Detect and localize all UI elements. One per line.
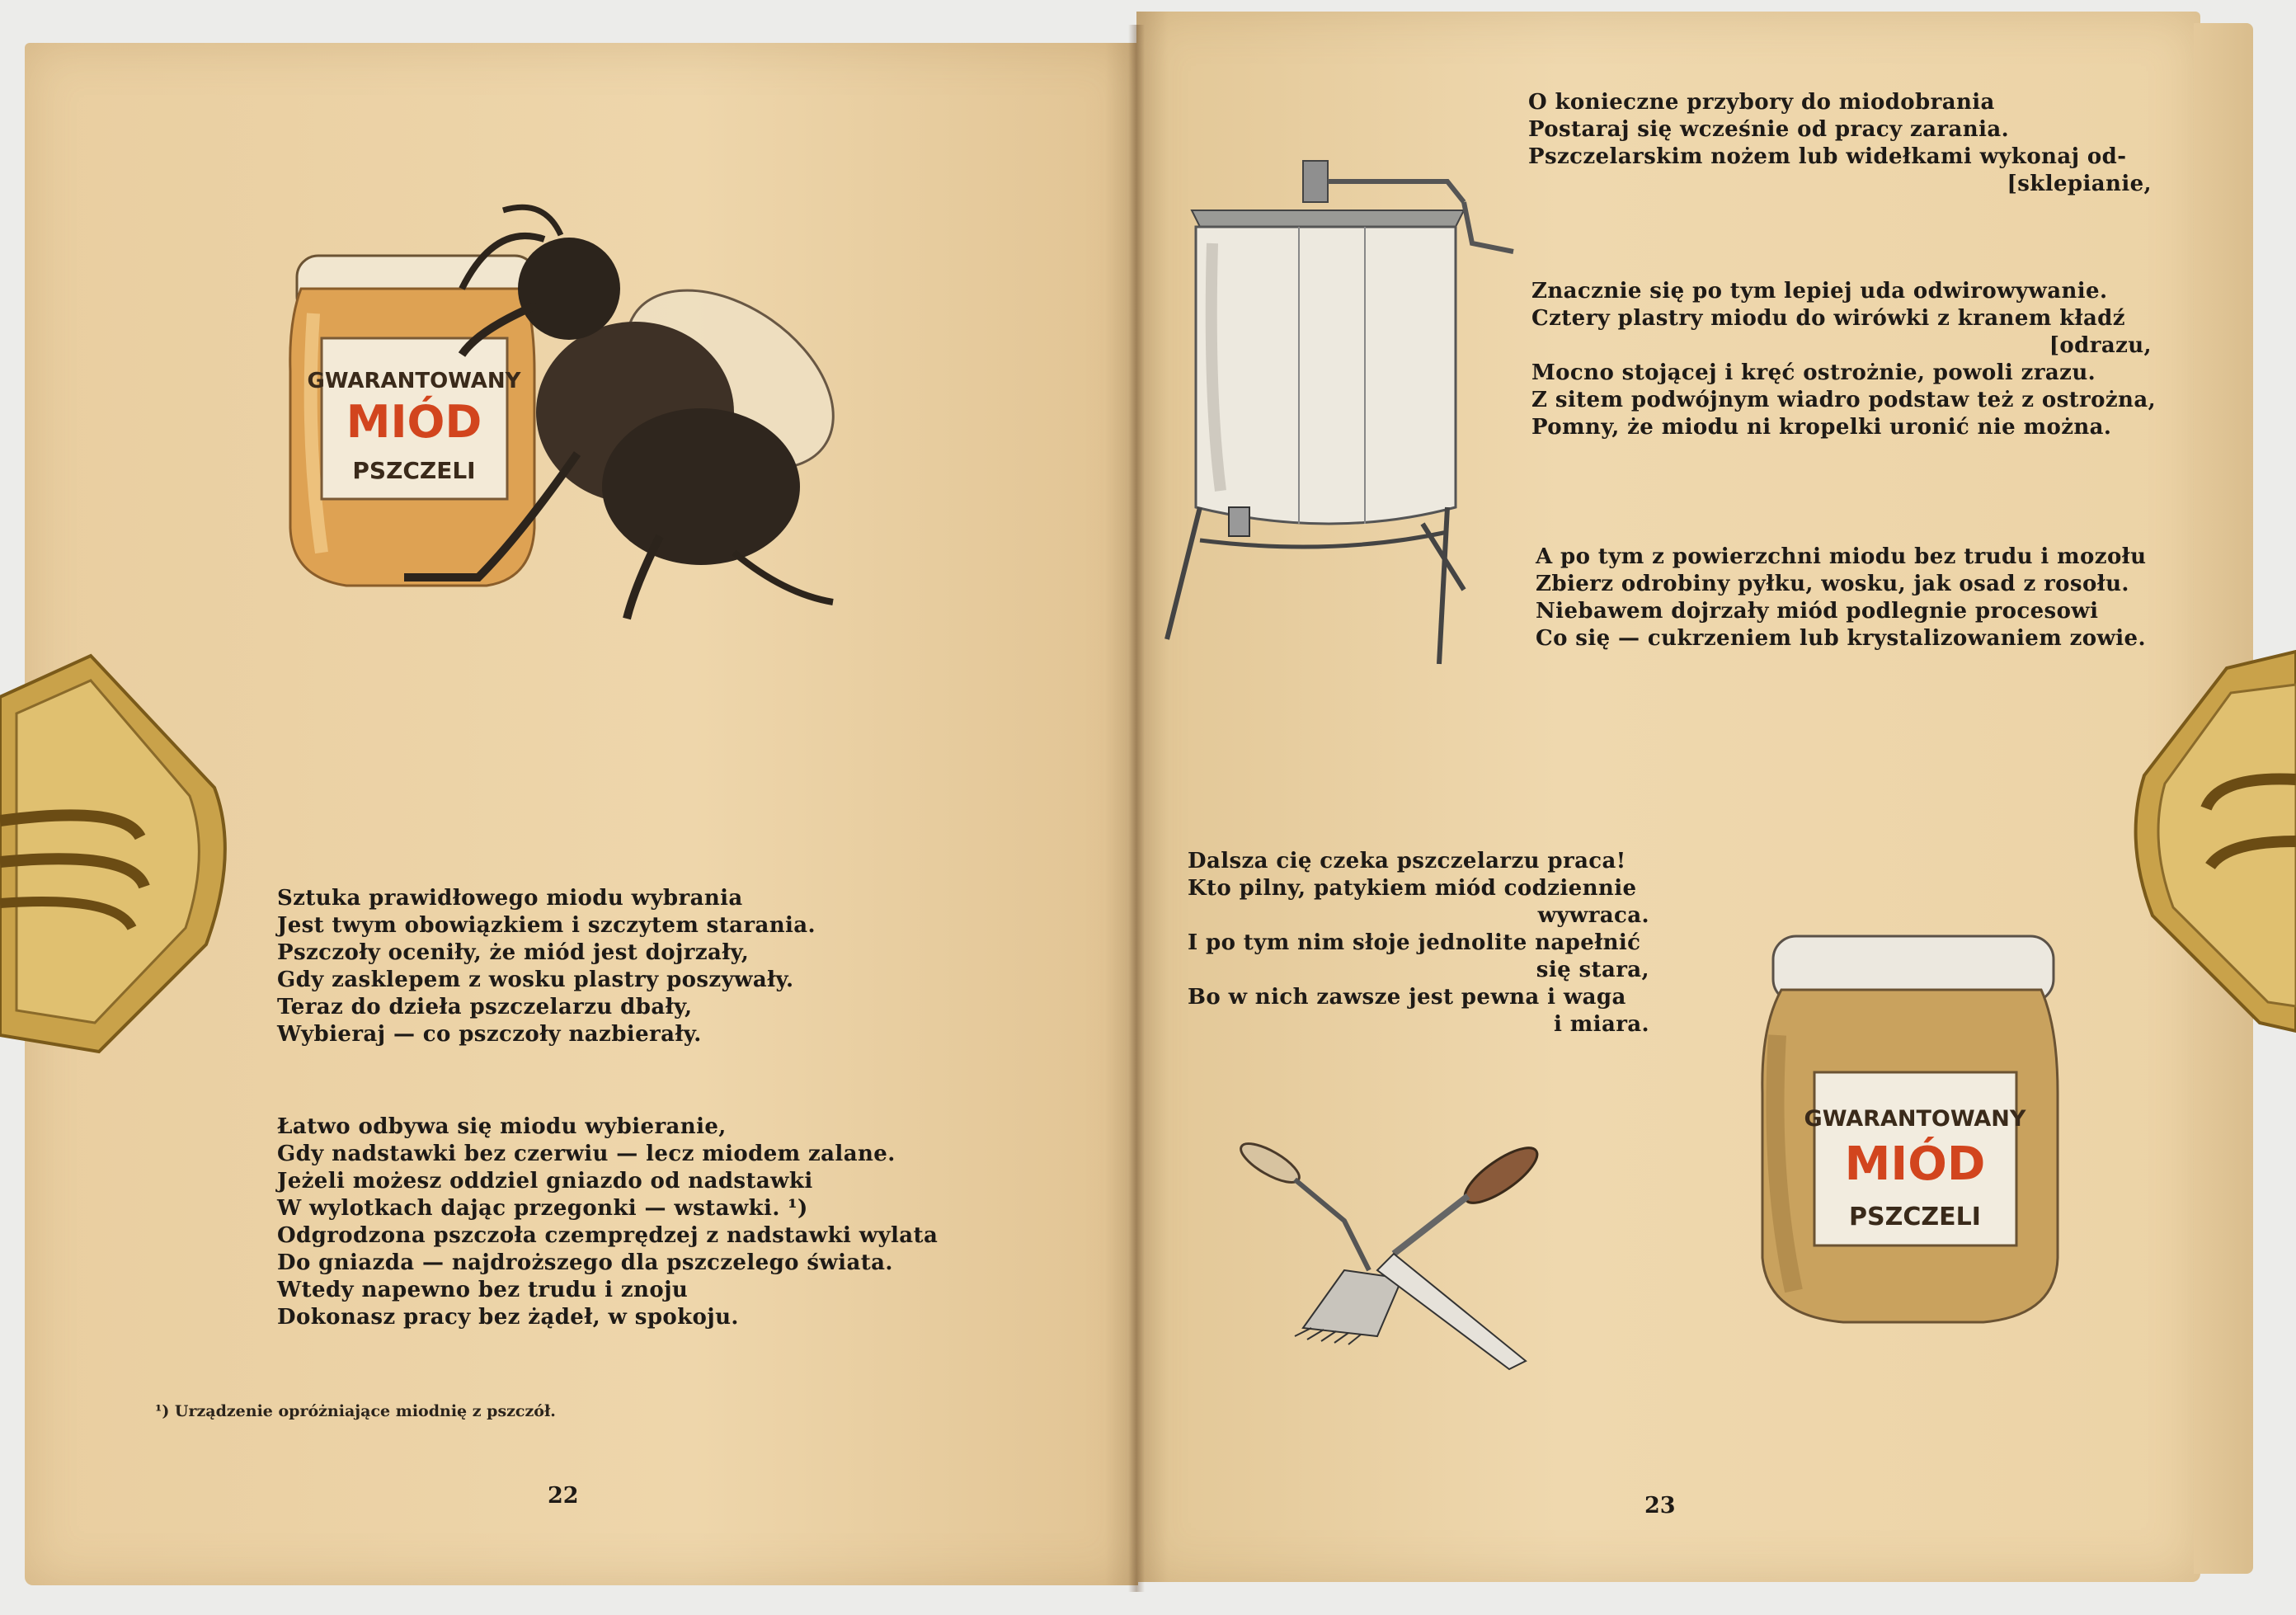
uncapping-fork-icon (1235, 1138, 1402, 1344)
verse-line: Jeżeli możesz oddziel gniazdo od nadstawki (277, 1169, 813, 1194)
verse-line: Pomny, że miodu ni kropelki uronić nie można. (1531, 415, 2112, 440)
verse-line: O konieczne przybory do miodobrania (1528, 90, 1995, 115)
uncapping-tools-illustration (1229, 1138, 1559, 1377)
jar-label-line3: PSZCZELI (1849, 1203, 1981, 1231)
brass-clip-icon (2136, 652, 2296, 1031)
verse-line: Mocno stojącej i kręć ostrożnie, powoli zrazu. (1531, 360, 2096, 385)
honey-extractor-illustration (1150, 144, 1563, 680)
verse-line: i miara. (1554, 1012, 1649, 1037)
honey-extractor-icon (1167, 161, 1513, 664)
verse-line: Znacznie się po tym lepiej uda odwirowywanie. (1531, 279, 2108, 304)
jar-and-bee-illustration (272, 190, 907, 660)
right-verse-1 (1528, 89, 2152, 198)
verse-line: Sztuka prawidłowego miodu wybrania (277, 886, 743, 911)
verse-line: I po tym nim słoje jednolite napełnić (1188, 930, 1641, 955)
verse-line: Gdy zasklepem z wosku plastry poszywały. (277, 968, 794, 992)
uncapping-knife-icon (1377, 1138, 1545, 1369)
verse-line: Wybieraj — co pszczoły nazbierały. (277, 1022, 702, 1047)
verse-line: Co się — cukrzeniem lub krystalizowaniem zowie. (1536, 626, 2146, 651)
honey-jar-icon (1762, 936, 2058, 1322)
verse-line: Kto pilny, patykiem miód codziennie (1188, 876, 1637, 901)
jar-label-line2: MIÓD (1844, 1137, 1986, 1191)
honey-jar-right (1753, 928, 2074, 1340)
verse-line: Z sitem podwójnym wiadro podstaw też z ostrożna, (1531, 388, 2157, 412)
honey-jar-icon (290, 256, 536, 586)
verse-line: Gdy nadstawki bez czerwiu — lecz miodem zalane. (277, 1142, 896, 1166)
verse-line: Cztery plastry miodu do wirówki z kranem kładź (1531, 306, 2125, 331)
footnote: ¹) Urządzenie opróżniające miodnię z pszczół. (155, 1402, 556, 1420)
verse-line: Do gniazda — najdroższego dla pszczelego świata. (277, 1250, 893, 1275)
left-verse-2 (277, 1114, 938, 1331)
verse-line: się stara, (1536, 958, 1649, 982)
verse-line: Dokonasz pracy bez żądeł, w spokoju. (277, 1305, 739, 1330)
page-number-left: 22 (548, 1483, 579, 1509)
verse-line: W wylotkach dając przegonki — wstawki. ¹) (277, 1196, 808, 1221)
verse-line: Teraz do dzieła pszczelarzu dbały, (277, 995, 693, 1019)
jar-label-line3: PSZCZELI (352, 457, 476, 484)
right-verse-3 (1536, 544, 2146, 652)
jar-label-line1: GWARANTOWANY (307, 369, 521, 393)
verse-line: Dalsza cię czeka pszczelarzu praca! (1188, 849, 1626, 873)
verse-line: [sklepianie, (2007, 172, 2152, 196)
right-verse-2 (1531, 278, 2157, 441)
verse-line: A po tym z powierzchni miodu bez trudu i mozołu (1536, 544, 2147, 569)
page-number-right: 23 (1644, 1493, 1676, 1518)
jar-label-line1: GWARANTOWANY (1804, 1106, 2026, 1132)
brass-clip-right (2128, 635, 2296, 1048)
verse-line: wywraca. (1537, 903, 1649, 928)
right-verse-4 (1188, 848, 1649, 1038)
verse-line: Postaraj się wcześnie od pracy zarania. (1528, 117, 2010, 142)
verse-line: [odrazu, (2049, 333, 2152, 358)
left-verse-1 (277, 885, 816, 1048)
verse-line: Wtedy napewno bez trudu i znoju (277, 1278, 689, 1302)
verse-line: Pszczoły oceniły, że miód jest dojrzały, (277, 940, 750, 965)
verse-line: Zbierz odrobiny pyłku, wosku, jak osad z rosołu. (1536, 572, 2129, 596)
verse-line: Pszczelarskim nożem lub widełkami wykonaj od- (1528, 144, 2127, 169)
verse-line: Odgrodzona pszczoła czemprędzej z nadstawki wylata (277, 1223, 939, 1248)
verse-line: Niebawem dojrzały miód podlegnie procesowi (1536, 599, 2099, 624)
jar-label-line2: MIÓD (346, 396, 482, 448)
verse-line: Bo w nich zawsze jest pewna i waga (1188, 985, 1626, 1010)
brass-clip-icon (0, 656, 225, 1052)
brass-clip-left (0, 647, 235, 1064)
book-gutter (1128, 25, 1145, 1592)
verse-line: Jest twym obowiązkiem i szczytem starania. (277, 913, 816, 938)
verse-line: Łatwo odbywa się miodu wybieranie, (277, 1114, 727, 1139)
